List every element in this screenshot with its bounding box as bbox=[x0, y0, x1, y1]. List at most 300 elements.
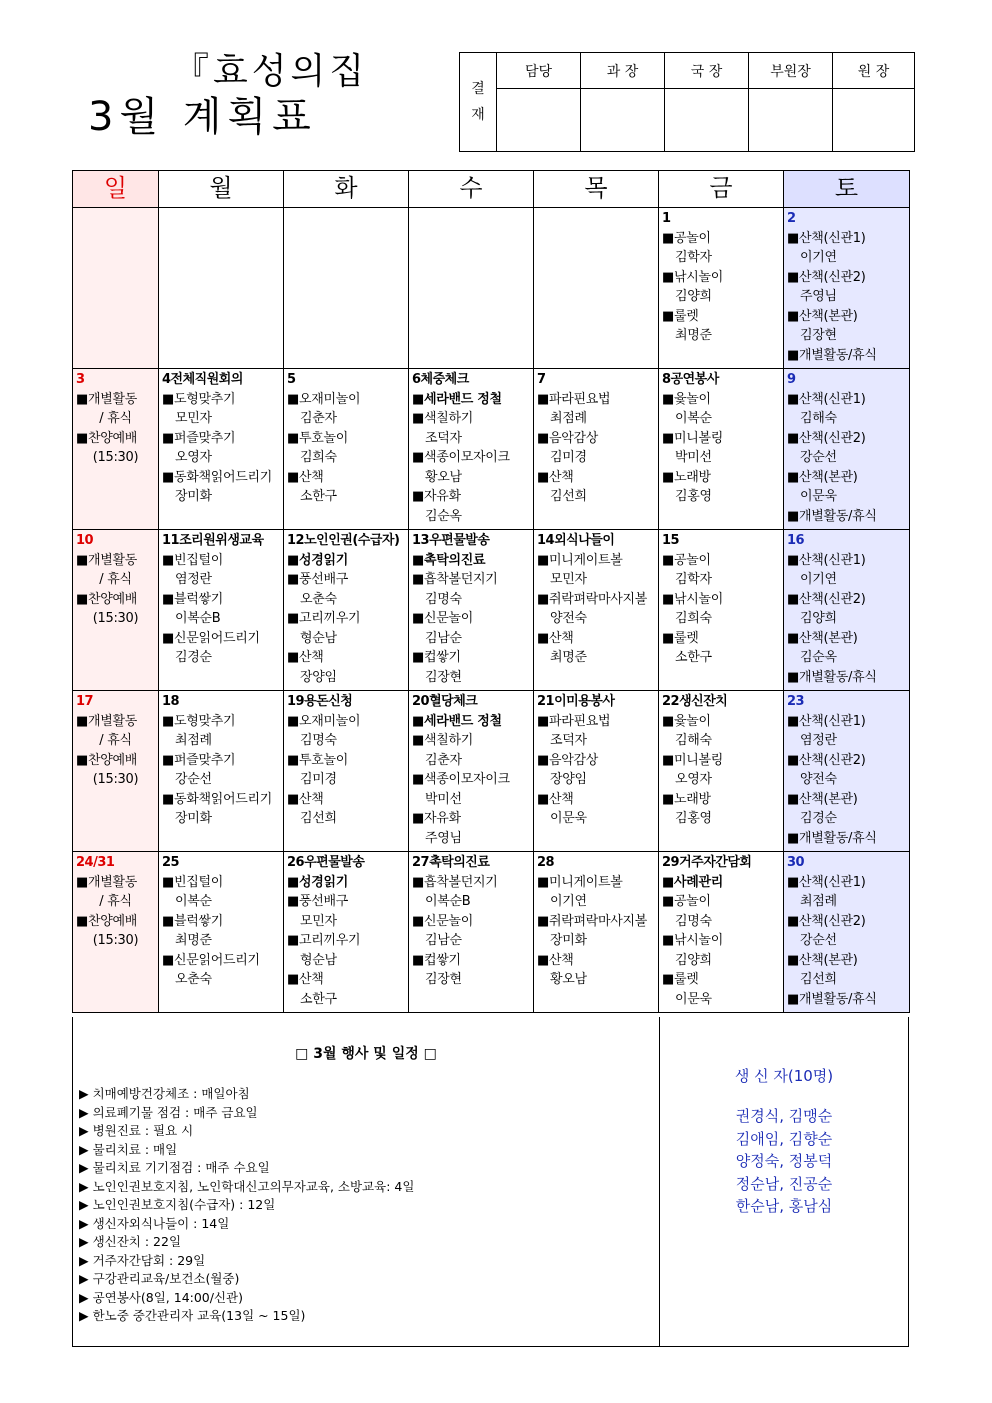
activity-person: (15:30) bbox=[92, 450, 139, 465]
activity-item: ■산책(신관2) bbox=[787, 913, 866, 929]
activity-person: 박미선 bbox=[675, 450, 712, 465]
calendar-day-cell[interactable] bbox=[159, 369, 284, 530]
calendar-day-cell[interactable] bbox=[534, 530, 659, 691]
activity-item: ■투호놀이 bbox=[287, 430, 349, 446]
event-item: ▶ 생신자외식나들이 : 14일 bbox=[79, 1215, 230, 1231]
events-list bbox=[79, 1085, 414, 1326]
day-number: 17 bbox=[76, 694, 94, 709]
calendar-day-cell[interactable] bbox=[73, 369, 159, 530]
day-number: 3 bbox=[76, 372, 85, 387]
activity-person: 장미화 bbox=[175, 489, 212, 504]
activity-person: 김해숙 bbox=[675, 733, 712, 748]
activity-item: ■퍼즐맞추기 bbox=[162, 430, 236, 446]
activity-item: ■산책(본관) bbox=[787, 308, 858, 324]
activity-item: ■산책 bbox=[537, 952, 574, 968]
calendar-day-cell[interactable] bbox=[784, 530, 910, 691]
activity-item: ■세라밴드 정철 bbox=[412, 713, 502, 729]
activity-item: ■동화책읽어드리기 bbox=[162, 791, 273, 807]
activity-person: 김선희 bbox=[550, 489, 587, 504]
activity-item: ■룰렛 bbox=[662, 308, 699, 324]
event-item: ▶ 노인인권보호지침(수급자) : 12일 bbox=[79, 1197, 276, 1212]
events-title: □ 3월 행사 및 일정 □ bbox=[295, 1046, 437, 1062]
activity-item: ■풍선배구 bbox=[287, 894, 349, 909]
activity-person: / 휴식 bbox=[99, 572, 132, 587]
event-item: ▶ 구강관리교육/보건소(월중) bbox=[79, 1271, 240, 1286]
activity-person: 김장현 bbox=[425, 972, 462, 987]
activity-person: (15:30) bbox=[92, 611, 139, 626]
activity-item: ■산책 bbox=[287, 469, 324, 485]
birthday-line: 권경식, 김맹순 bbox=[735, 1107, 833, 1125]
weekday-fri: 금 bbox=[659, 171, 784, 208]
activity-person: 이문욱 bbox=[675, 991, 712, 1007]
activity-item: ■개별활동/휴식 bbox=[787, 830, 877, 846]
event-item: ▶ 거주자간담회 : 29일 bbox=[79, 1252, 206, 1268]
activity-item: ■블럭쌓기 bbox=[162, 913, 224, 929]
activity-person: 형순남 bbox=[300, 952, 337, 968]
calendar-day-cell[interactable] bbox=[534, 208, 659, 369]
birthdays-title: 생 신 자(10명) bbox=[734, 1067, 834, 1085]
activity-person: 양전숙 bbox=[550, 611, 587, 626]
activity-item: ■신문읽어드리기 bbox=[162, 630, 260, 646]
activity-item: ■공놀이 bbox=[662, 552, 711, 568]
calendar-day-cell[interactable] bbox=[659, 208, 784, 369]
event-item: ▶ 물리치료 기기점검 : 매주 수요일 bbox=[79, 1160, 270, 1175]
day-number: 18 bbox=[162, 694, 180, 709]
day-number: 15 bbox=[662, 533, 680, 548]
activity-person: 김양희 bbox=[675, 289, 712, 304]
activity-person: 김학자 bbox=[675, 250, 712, 265]
activity-person: 소한구 bbox=[675, 650, 712, 665]
activity-person: 김순옥 bbox=[425, 508, 462, 524]
activity-item: ■공놀이 bbox=[662, 894, 711, 909]
activity-person: (15:30) bbox=[92, 933, 139, 948]
activity-item: ■노래방 bbox=[662, 791, 711, 807]
calendar-day-cell[interactable] bbox=[534, 691, 659, 852]
weekday-thu: 목 bbox=[534, 171, 659, 208]
activity-item: ■음악감상 bbox=[537, 430, 599, 446]
bottom-section bbox=[72, 1017, 909, 1347]
activity-person: 김명숙 bbox=[425, 591, 462, 607]
activity-person: / 휴식 bbox=[99, 411, 132, 426]
activity-item: ■자유화 bbox=[412, 811, 461, 826]
activity-item: ■색칠하기 bbox=[412, 411, 474, 426]
activity-person: 오춘숙 bbox=[175, 972, 212, 987]
activity-item: ■낚시놀이 bbox=[662, 933, 724, 948]
activity-item: ■산책(신관2) bbox=[787, 591, 866, 607]
activity-person: 염정란 bbox=[800, 733, 837, 748]
calendar-table bbox=[72, 170, 910, 1013]
approval-role-4: 부원장 bbox=[749, 53, 833, 89]
activity-person: 김선희 bbox=[800, 972, 837, 987]
approval-role-3: 국 장 bbox=[665, 53, 749, 89]
activity-person: 강순선 bbox=[175, 772, 212, 787]
activity-item: ■오재미놀이 bbox=[287, 713, 361, 729]
day-number: 28 bbox=[537, 855, 555, 870]
day-number: 21이미용봉사 bbox=[537, 694, 615, 709]
title-line-1: 『효성의집 bbox=[173, 51, 369, 92]
activity-item: ■성경읽기 bbox=[287, 552, 349, 568]
activity-item: ■오재미놀이 bbox=[287, 391, 361, 407]
activity-item: ■도형맞추기 bbox=[162, 391, 236, 407]
activity-person: 최점례 bbox=[175, 733, 212, 748]
activity-item: ■파라핀요법 bbox=[537, 391, 611, 407]
activity-item: ■찬양예배 bbox=[76, 913, 138, 929]
activity-item: ■도형맞추기 bbox=[162, 713, 236, 729]
day-number: 7 bbox=[537, 372, 546, 387]
activity-item: ■신문놀이 bbox=[412, 611, 474, 626]
birthdays-panel bbox=[660, 1017, 908, 1346]
activity-item: ■룰렛 bbox=[662, 972, 699, 987]
approval-side-label: 결 재 bbox=[460, 53, 497, 152]
activity-person: 이복순 bbox=[175, 894, 212, 909]
activity-item: ■찬양예배 bbox=[76, 752, 138, 768]
day-number: 22생신잔치 bbox=[662, 694, 728, 709]
activity-person: 형순남 bbox=[300, 630, 337, 646]
birthday-line: 양정숙, 정봉덕 bbox=[735, 1152, 833, 1170]
activity-item: ■미니볼링 bbox=[662, 752, 724, 768]
activity-item: ■개별활동/휴식 bbox=[787, 669, 877, 685]
approval-sign-4[interactable] bbox=[749, 89, 833, 152]
weekday-header-row bbox=[73, 171, 910, 208]
activity-person: 김양희 bbox=[675, 952, 712, 968]
activity-person: 장미화 bbox=[550, 933, 587, 948]
activity-person: 김춘자 bbox=[425, 752, 462, 768]
activity-person: 강순선 bbox=[800, 933, 837, 948]
day-number: 2 bbox=[787, 211, 796, 226]
activity-item: ■낚시놀이 bbox=[662, 269, 724, 285]
activity-person: 김남순 bbox=[425, 933, 462, 948]
activity-item: ■고리끼우기 bbox=[287, 933, 361, 948]
activity-item: ■산책(신관1) bbox=[787, 391, 866, 407]
calendar-day-cell[interactable] bbox=[534, 852, 659, 1013]
activity-item: ■산책(본관) bbox=[787, 952, 858, 968]
activity-item: ■미니게이트볼 bbox=[537, 552, 623, 568]
calendar-day-cell[interactable] bbox=[659, 530, 784, 691]
approval-role-5: 원 장 bbox=[833, 53, 915, 89]
calendar-week bbox=[73, 208, 910, 369]
weekday-tue: 화 bbox=[284, 171, 409, 208]
activity-item: ■촉탁의진료 bbox=[412, 552, 486, 568]
calendar-day-cell[interactable] bbox=[409, 208, 534, 369]
activity-person: 김희숙 bbox=[675, 611, 712, 626]
activity-person: 김희숙 bbox=[300, 450, 337, 465]
activity-item: ■산책(신관2) bbox=[787, 752, 866, 768]
activity-person: 김경순 bbox=[800, 811, 837, 826]
birthday-line: 정순남, 진공순 bbox=[735, 1174, 833, 1193]
calendar-day-cell[interactable] bbox=[284, 530, 409, 691]
activity-person: 김춘자 bbox=[300, 411, 337, 426]
activity-item: ■색종이모자이크 bbox=[412, 772, 510, 787]
activity-item: ■개별활동 bbox=[76, 552, 138, 568]
activity-person: 김장현 bbox=[800, 328, 837, 343]
day-number: 6체중체크 bbox=[412, 372, 469, 387]
activity-item: ■미니볼링 bbox=[662, 430, 724, 446]
calendar-day-cell[interactable] bbox=[409, 369, 534, 530]
activity-person: 최명준 bbox=[550, 650, 587, 665]
calendar-day-cell[interactable] bbox=[159, 852, 284, 1013]
activity-person: 장양임 bbox=[550, 772, 587, 787]
day-number: 19용돈신청 bbox=[287, 694, 353, 709]
activity-item: ■고리끼우기 bbox=[287, 611, 361, 626]
activity-person: (15:30) bbox=[92, 772, 139, 787]
calendar-week bbox=[73, 369, 910, 530]
activity-item: ■퍼즐맞추기 bbox=[162, 752, 236, 768]
event-item: ▶ 공연봉사(8일, 14:00/신관) bbox=[79, 1289, 243, 1305]
activity-item: ■개별활동 bbox=[76, 713, 138, 729]
activity-item: ■찬양예배 bbox=[76, 591, 138, 607]
activity-person: 이문욱 bbox=[800, 489, 837, 504]
activity-person: 오영자 bbox=[675, 772, 712, 787]
activity-item: ■개별활동 bbox=[76, 874, 138, 890]
activity-item: ■산책 bbox=[287, 791, 324, 807]
event-item: ▶ 의료폐기물 점검 : 매주 금요일 bbox=[79, 1104, 258, 1120]
activity-person: 이복순B bbox=[175, 611, 221, 626]
activity-item: ■빈집털이 bbox=[162, 874, 224, 890]
calendar-day-cell[interactable] bbox=[534, 369, 659, 530]
calendar-day-cell[interactable] bbox=[784, 369, 910, 530]
activity-person: 모민자 bbox=[300, 913, 337, 929]
activity-person: 김양희 bbox=[800, 611, 837, 626]
activity-item: ■풍선배구 bbox=[287, 572, 349, 587]
events-panel bbox=[73, 1017, 660, 1346]
approval-box bbox=[459, 52, 915, 152]
activity-person: 양전숙 bbox=[800, 772, 837, 787]
page-title bbox=[88, 52, 448, 142]
activity-person: 김홍영 bbox=[675, 489, 712, 504]
calendar-day-cell[interactable] bbox=[159, 208, 284, 369]
calendar-day-cell[interactable] bbox=[284, 852, 409, 1013]
activity-person: 오영자 bbox=[175, 450, 212, 465]
day-number: 27촉탁의진료 bbox=[412, 855, 490, 870]
activity-person: 이기연 bbox=[800, 572, 837, 587]
activity-person: / 휴식 bbox=[99, 733, 132, 748]
calendar-day-cell[interactable] bbox=[159, 530, 284, 691]
calendar-day-cell[interactable] bbox=[409, 852, 534, 1013]
day-number: 14외식나들이 bbox=[537, 533, 615, 548]
activity-item: ■산책(신관2) bbox=[787, 430, 866, 446]
activity-item: ■개별활동/휴식 bbox=[787, 991, 877, 1007]
activity-person: 이문욱 bbox=[550, 811, 587, 826]
activity-person: 이복순 bbox=[675, 411, 712, 426]
activity-person: 조덕자 bbox=[425, 430, 462, 446]
activity-person: 최점례 bbox=[800, 894, 837, 909]
title-line-2: 3월 계획표 bbox=[88, 94, 317, 140]
activity-person: 오춘숙 bbox=[300, 591, 337, 607]
calendar-day-cell[interactable] bbox=[659, 691, 784, 852]
activity-item: ■음악감상 bbox=[537, 752, 599, 768]
activity-item: ■신문놀이 bbox=[412, 913, 474, 929]
activity-item: ■사례관리 bbox=[662, 874, 724, 890]
activity-person: 강순선 bbox=[800, 450, 837, 465]
calendar-day-cell[interactable] bbox=[409, 530, 534, 691]
activity-item: ■산책(본관) bbox=[787, 630, 858, 646]
day-number: 12노인인권(수급자) bbox=[287, 533, 400, 548]
activity-item: ■성경읽기 bbox=[287, 874, 349, 890]
activity-person: 김순옥 bbox=[800, 650, 837, 665]
calendar-day-cell[interactable] bbox=[784, 208, 910, 369]
activity-person: 김명숙 bbox=[300, 733, 337, 748]
calendar-day-cell[interactable] bbox=[284, 208, 409, 369]
activity-item: ■흡착볼던지기 bbox=[412, 874, 498, 890]
day-number: 8공연봉사 bbox=[662, 372, 719, 387]
activity-item: ■산책(신관1) bbox=[787, 713, 866, 729]
activity-item: ■쥐락펴락마사지볼 bbox=[537, 591, 648, 607]
activity-person: 김해숙 bbox=[800, 411, 837, 426]
activity-person: 주영님 bbox=[800, 289, 837, 304]
day-number: 11조리원위생교육 bbox=[162, 533, 264, 548]
calendar-day-cell[interactable] bbox=[284, 369, 409, 530]
activity-person: 김장현 bbox=[425, 669, 462, 685]
activity-item: ■낚시놀이 bbox=[662, 591, 724, 607]
activity-item: ■자유화 bbox=[412, 489, 461, 504]
approval-sign-1[interactable] bbox=[497, 89, 581, 152]
calendar-day-cell[interactable] bbox=[284, 691, 409, 852]
calendar-day-cell[interactable] bbox=[73, 691, 159, 852]
activity-item: ■산책 bbox=[537, 630, 574, 646]
activity-person: 박미선 bbox=[425, 791, 462, 807]
activity-item: ■산책 bbox=[287, 972, 324, 987]
day-number: 1 bbox=[662, 211, 671, 226]
activity-person: 소한구 bbox=[300, 489, 337, 504]
activity-person: 황오남 bbox=[425, 469, 462, 485]
approval-sign-3[interactable] bbox=[665, 89, 749, 152]
day-number: 4전체직원회의 bbox=[162, 372, 243, 387]
activity-person: 김경순 bbox=[175, 650, 212, 665]
day-number: 25 bbox=[162, 855, 180, 870]
event-item: ▶ 치매예방건강체조 : 매일아침 bbox=[79, 1086, 250, 1101]
activity-person: 김미경 bbox=[550, 450, 587, 465]
activity-person: 염정란 bbox=[175, 572, 212, 587]
activity-item: ■산책(신관1) bbox=[787, 552, 866, 568]
calendar-week bbox=[73, 852, 910, 1013]
activity-item: ■노래방 bbox=[662, 469, 711, 485]
activity-item: ■산책(신관2) bbox=[787, 269, 866, 285]
activity-item: ■신문읽어드리기 bbox=[162, 952, 260, 968]
calendar-day-cell[interactable] bbox=[659, 369, 784, 530]
day-number: 10 bbox=[76, 533, 94, 548]
birthday-line: 김애임, 김향순 bbox=[735, 1129, 833, 1148]
day-number: 24/31 bbox=[76, 855, 115, 870]
activity-item: ■동화책읽어드리기 bbox=[162, 469, 273, 485]
activity-item: ■윷놀이 bbox=[662, 391, 711, 407]
approval-role-1: 담당 bbox=[497, 53, 581, 89]
activity-item: ■윷놀이 bbox=[662, 713, 711, 729]
calendar-day-cell[interactable] bbox=[784, 852, 910, 1013]
activity-person: 장양임 bbox=[300, 669, 337, 685]
birthdays-list bbox=[660, 1105, 908, 1218]
weekday-sat: 토 bbox=[784, 171, 910, 208]
activity-item: ■개별활동/휴식 bbox=[787, 347, 877, 363]
activity-item: ■쥐락펴락마사지볼 bbox=[537, 913, 648, 929]
activity-item: ■색종이모자이크 bbox=[412, 450, 510, 465]
activity-person: 최명준 bbox=[175, 933, 212, 948]
activity-item: ■개별활동/휴식 bbox=[787, 508, 877, 524]
activity-item: ■찬양예배 bbox=[76, 430, 138, 446]
calendar-day-cell[interactable] bbox=[73, 208, 159, 369]
calendar-day-cell[interactable] bbox=[784, 691, 910, 852]
activity-item: ■빈집털이 bbox=[162, 552, 224, 568]
calendar-day-cell[interactable] bbox=[73, 852, 159, 1013]
activity-item: ■산책(신관1) bbox=[787, 230, 866, 246]
activity-item: ■산책(본관) bbox=[787, 791, 858, 807]
activity-item: ■산책 bbox=[287, 650, 324, 665]
activity-person: / 휴식 bbox=[99, 894, 132, 909]
activity-item: ■개별활동 bbox=[76, 391, 138, 407]
calendar-day-cell[interactable] bbox=[159, 691, 284, 852]
activity-item: ■공놀이 bbox=[662, 230, 711, 246]
activity-item: ■색칠하기 bbox=[412, 733, 474, 748]
day-number: 5 bbox=[287, 372, 296, 387]
activity-person: 이기연 bbox=[550, 894, 587, 909]
activity-person: 주영님 bbox=[425, 830, 462, 846]
calendar-day-cell[interactable] bbox=[409, 691, 534, 852]
activity-item: ■흡착볼던지기 bbox=[412, 572, 498, 587]
activity-item: ■룰렛 bbox=[662, 630, 699, 646]
activity-person: 최명준 bbox=[675, 328, 712, 343]
day-number: 23 bbox=[787, 694, 805, 709]
activity-item: ■산책(신관1) bbox=[787, 874, 866, 890]
day-number: 16 bbox=[787, 533, 805, 548]
activity-person: 김학자 bbox=[675, 572, 712, 587]
event-item: ▶ 생신잔치 : 22일 bbox=[79, 1234, 182, 1249]
calendar-week bbox=[73, 691, 910, 852]
activity-person: 김미경 bbox=[300, 772, 337, 787]
activity-item: ■컵쌓기 bbox=[412, 650, 461, 665]
activity-item: ■파라핀요법 bbox=[537, 713, 611, 729]
activity-person: 김선희 bbox=[300, 811, 337, 826]
day-number: 20혈당체크 bbox=[412, 694, 478, 709]
activity-item: ■블럭쌓기 bbox=[162, 591, 224, 607]
calendar-day-cell[interactable] bbox=[659, 852, 784, 1013]
approval-sign-2[interactable] bbox=[581, 89, 665, 152]
weekday-mon: 월 bbox=[159, 171, 284, 208]
approval-role-2: 과 장 bbox=[581, 53, 665, 89]
activity-item: ■산책 bbox=[537, 791, 574, 807]
calendar-day-cell[interactable] bbox=[73, 530, 159, 691]
activity-person: 최점례 bbox=[550, 411, 587, 426]
activity-person: 황오남 bbox=[550, 972, 587, 987]
activity-person: 이기연 bbox=[800, 250, 837, 265]
activity-person: 김홍영 bbox=[675, 811, 712, 826]
event-item: ▶ 노인인권보호지침, 노인학대신고의무자교육, 소방교육: 4일 bbox=[79, 1178, 415, 1194]
activity-person: 김명숙 bbox=[675, 913, 712, 929]
weekday-wed: 수 bbox=[409, 171, 534, 208]
event-item: ▶ 물리치료 : 매일 bbox=[79, 1141, 178, 1157]
event-item: ▶ 병원진료 : 필요 시 bbox=[79, 1123, 194, 1138]
activity-item: ■컵쌓기 bbox=[412, 952, 461, 968]
day-number: 13우편물발송 bbox=[412, 533, 490, 548]
activity-person: 이복순B bbox=[425, 894, 471, 909]
activity-person: 소한구 bbox=[300, 991, 337, 1007]
weekday-sun: 일 bbox=[73, 171, 159, 208]
activity-person: 조덕자 bbox=[550, 733, 587, 748]
calendar-week bbox=[73, 530, 910, 691]
activity-item: ■세라밴드 정철 bbox=[412, 391, 502, 407]
day-number: 9 bbox=[787, 372, 796, 387]
birthday-line: 한순남, 홍남심 bbox=[735, 1197, 833, 1215]
day-number: 26우편물발송 bbox=[287, 855, 365, 870]
approval-sign-5[interactable] bbox=[833, 89, 915, 152]
day-number: 30 bbox=[787, 855, 805, 870]
activity-person: 김남순 bbox=[425, 630, 462, 646]
activity-item: ■투호놀이 bbox=[287, 752, 349, 768]
activity-person: 모민자 bbox=[175, 411, 212, 426]
activity-item: ■미니게이트볼 bbox=[537, 874, 623, 890]
activity-item: ■산책 bbox=[537, 469, 574, 485]
event-item: ▶ 한노중 중간관리자 교육(13일 ~ 15일) bbox=[79, 1308, 306, 1323]
activity-person: 장미화 bbox=[175, 811, 212, 826]
day-number: 29거주자간담회 bbox=[662, 855, 752, 870]
